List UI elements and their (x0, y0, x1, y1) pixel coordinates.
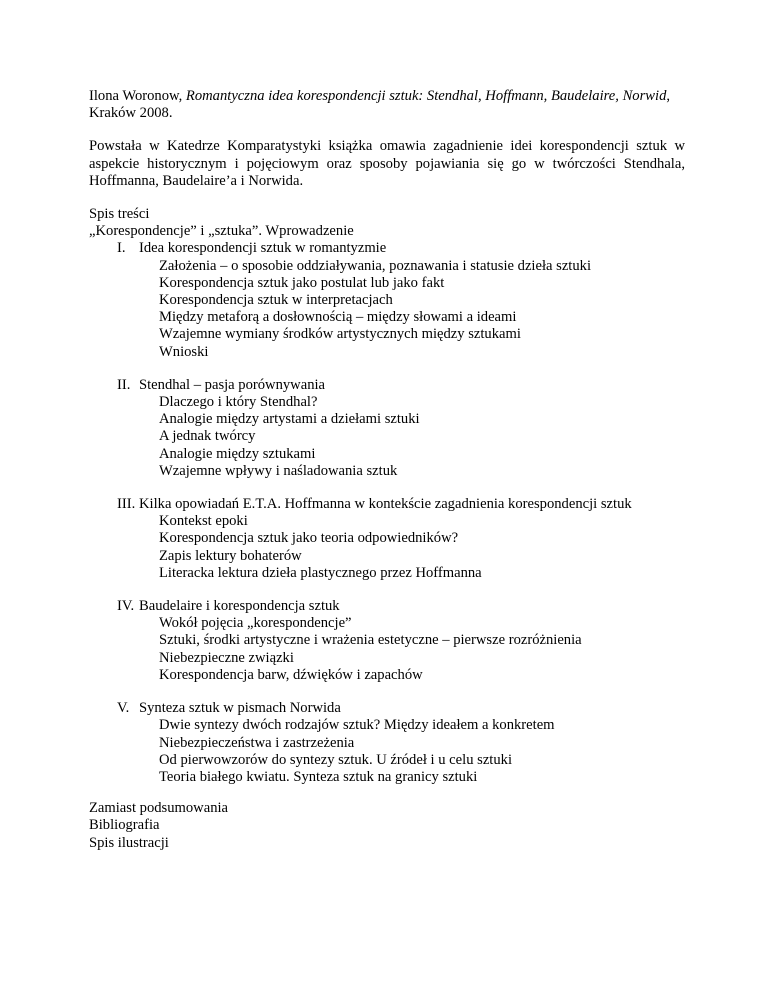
toc-intro: „Korespondencje” i „sztuka”. Wprowadzenie (89, 223, 354, 240)
citation (89, 88, 685, 122)
toc-section: Korespondencja sztuk w interpretacjach (159, 292, 393, 309)
document-page (89, 88, 685, 852)
toc-chapter-title: Stendhal – pasja porównywania (139, 376, 326, 393)
description-paragraph: Powstała w Katedrze Komparatystyki książka omawia zagadnienie idei korespondencji sztuk w aspekcie historycznym i pojęciowym oraz sposoby pojawiania się go w twórczości Stendhala, Hoffmanna, Baudelaire’a i Norwida. (89, 138, 685, 189)
toc-chapter-heading (89, 700, 685, 717)
toc-chapter-title: Kilka opowiadań E.T.A. Hoffmanna w kontekście zagadnienia korespondencji sztuk (139, 496, 632, 513)
toc-chapter-number: I. (117, 240, 126, 257)
toc-section: Korespondencja barw, dźwięków i zapachów (159, 666, 423, 683)
back-matter-list (89, 800, 685, 852)
citation-author: Ilona Woronow, (89, 88, 186, 104)
toc-section: Między metaforą a dosłownością – między słowami a ideami (159, 309, 517, 326)
toc-chapter-heading (89, 496, 685, 513)
toc-section: Założenia – o sposobie oddziaływania, poznawania i statusie dzieła sztuki (159, 257, 591, 274)
back-matter-item: Zamiast podsumowania (89, 800, 229, 817)
toc-chapter-heading (89, 377, 685, 394)
chapter-list (89, 240, 685, 786)
toc-section: Niebezpieczne związki (159, 649, 294, 666)
toc-section: Analogie między artystami a dziełami sztuki (159, 411, 420, 428)
toc-section: Od pierwowzorów do syntezy sztuk. U źródeł i u celu sztuki (159, 751, 513, 768)
toc-chapter (89, 240, 685, 360)
toc-chapter-heading (89, 240, 685, 257)
toc-section: Niebezpieczeństwa i zastrzeżenia (159, 734, 355, 751)
toc-section: Analogie między sztukami (159, 445, 316, 462)
toc-section: Sztuki, środki artystyczne i wrażenia estetyczne – pierwsze rozróżnienia (159, 632, 582, 649)
toc-chapter-number: IV. (117, 598, 135, 615)
toc-chapter-title: Baudelaire i korespondencja sztuk (139, 598, 340, 615)
toc-chapter-number: II. (117, 376, 131, 393)
toc-chapter (89, 377, 685, 480)
toc-section: Wzajemne wymiany środków artystycznych między sztukami (159, 326, 521, 343)
toc-section: Dwie syntezy dwóch rodzajów sztuk? Między ideałem a konkretem (159, 717, 555, 734)
back-matter-item: Bibliografia (89, 817, 160, 834)
toc-chapter (89, 700, 685, 786)
toc-chapter-number: III. (117, 496, 136, 513)
toc-section: Literacka lektura dzieła plastycznego przez Hoffmanna (159, 564, 482, 581)
citation-rest: , Kraków 2008. (89, 88, 671, 122)
toc-section: Dlaczego i który Stendhal? (159, 394, 318, 411)
table-of-contents (89, 206, 685, 852)
toc-section: Kontekst epoki (159, 513, 248, 530)
toc-section: Zapis lektury bohaterów (159, 547, 302, 564)
toc-section: Wnioski (159, 343, 209, 360)
toc-chapter-heading (89, 598, 685, 615)
toc-section: Korespondencja sztuk jako teoria odpowiedników? (159, 530, 459, 547)
back-matter-item: Spis ilustracji (89, 834, 169, 851)
toc-section: Korespondencja sztuk jako postulat lub jako fakt (159, 274, 445, 291)
toc-heading: Spis treści (89, 206, 150, 223)
toc-chapter (89, 598, 685, 684)
toc-section: Wokół pojęcia „korespondencje” (159, 615, 352, 632)
toc-section: Wzajemne wpływy i naśladowania sztuk (159, 462, 398, 479)
toc-section: Teoria białego kwiatu. Synteza sztuk na granicy sztuki (159, 768, 478, 785)
toc-chapter-title: Synteza sztuk w pismach Norwida (139, 700, 341, 717)
toc-section: A jednak twórcy (159, 428, 256, 445)
toc-chapter-number: V. (117, 700, 130, 717)
toc-chapter-title: Idea korespondencji sztuk w romantyzmie (139, 240, 387, 257)
citation-title: Romantyczna idea korespondencji sztuk: Stendhal, Hoffmann, Baudelaire, Norwid (185, 88, 667, 104)
toc-chapter (89, 496, 685, 582)
